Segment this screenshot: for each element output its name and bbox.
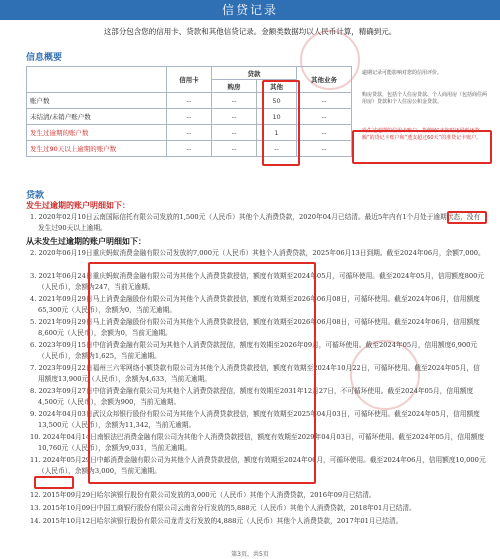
loan-item: 14. 2015年10月12日哈尔滨银行股份有限公司龙青支行发放的4,888元（人民币）其他个人消费贷款，2017年01月已结清。 — [30, 517, 403, 525]
row-label: 账户数 — [27, 93, 167, 109]
cell: -- — [297, 141, 352, 157]
col-other: 其他业务 — [297, 67, 352, 93]
loan-item: 4. 2021年09月29日马上消费金融股份有限公司为其他个人消费贷款授信，额度有效期至2026年06月08日，可循环使用。截至2024年06月，信用额度65,300元（人民币），余额为0，当前无逾期。 — [30, 295, 480, 314]
section-banner: 信贷记录 — [0, 0, 500, 20]
overdue-heading: 发生过逾期的账户明细如下： — [26, 200, 130, 210]
highlight-box — [262, 80, 300, 166]
loan-item: 12. 2015年09月29日哈尔滨银行股份有限公司发放的3,000元（人民币）其他个人消费贷款，2016年09月已结清。 — [30, 491, 376, 499]
cell: -- — [167, 93, 212, 109]
normal-heading: 从未发生过逾期的账户明细如下： — [26, 236, 146, 246]
loan-item: 13. 2015年10月09日中国工商银行股份有限公司云南省分行发放的5,888元（人民币）其他个人消费贷款，2018年01月已结清。 — [30, 504, 416, 512]
loan-item: 8. 2023年09月27日中信消费金融有限公司为其他个人消费贷款授信，额度有效期至2031年12月27日，不可循环使用。截至2024年05月，信用额度4,500元（人民币），余额为900，当前无逾期。 — [30, 387, 474, 406]
table-corner — [27, 67, 167, 93]
cell: 10 — [257, 109, 297, 125]
loan-item: 5. 2021年09月29日马上消费金融股份有限公司为其他个人消费贷款授信，额度有效期至2026年06月08日，可循环使用。截至2024年06月，信用额度8,600元（人民币），余额为0，当前无逾期。 — [30, 318, 480, 337]
overview-table — [26, 66, 352, 157]
cell: -- — [257, 141, 297, 157]
col-loan: 贷款 — [212, 67, 297, 80]
row-label: 发生过90天以上逾期的账户数 — [27, 141, 167, 157]
loan-item: 1. 2020年02月10日云南国际信托有限公司发放的1,500元（人民币）其他个人消费贷款，2020年04月已结清。最近5年内有1个月处于逾期状态，没有发生过90天以上逾期。 — [30, 213, 481, 232]
page-footer: 第3页，共5页 — [231, 551, 269, 558]
cell: -- — [212, 125, 257, 141]
cell: -- — [297, 93, 352, 109]
cell: 1 — [257, 125, 297, 141]
note: 逾期记录可能影响对您的信用评价。 — [362, 70, 443, 76]
note: 发生过逾期的信用卡账户，指曾经“未按时还最低还款额”的贷记卡账户和“透支超过60天”的准贷记卡账户。 — [362, 128, 482, 141]
cell: -- — [212, 109, 257, 125]
cell: -- — [297, 125, 352, 141]
note: 购房贷款，包括个人住房贷款、个人商用房（包括商住两用房）贷款和个人住房公积金贷款。 — [362, 92, 488, 105]
loan-item: 7. 2023年09月22日福州三六零网络小额贷款有限公司为其他个人消费贷款授信，额度有效期至2024年10月22日，可循环使用。截至2024年05月，信用额度13,900元（人民币），余额为4,633，当前无逾期。 — [30, 364, 480, 383]
row-label: 未结清/未销户账户数 — [27, 109, 167, 125]
loan-section-title: 贷款 — [26, 191, 45, 201]
loan-item: 9. 2024年04月03日武汉众邦银行股份有限公司为其他个人消费贷款授信，额度有效期至2025年04月03日，可循环使用。截至2024年05月，信用额度13,500元（人民币），余额为11,342，当前无逾期。 — [30, 410, 480, 429]
col-credit-card: 信用卡 — [167, 67, 212, 93]
loan-item: 11. 2024年05月29日中邮消费金融有限公司为其他个人消费贷款授信，额度有效期至2024年06月，可循环使用。截至2024年06月，信用额度10,000元（人民币），余额为3,000，当前无逾期。 — [30, 456, 486, 475]
loan-item: 2. 2020年06月19日重庆蚂蚁消费金融有限公司发放的7,000元（人民币）其他个人消费贷款，2025年06月13日到期。截至2024年06月，余额7,000。 — [30, 249, 485, 257]
cell: -- — [212, 93, 257, 109]
cell: -- — [167, 109, 212, 125]
col-loan-other: 其他 — [257, 80, 297, 93]
cell: -- — [212, 141, 257, 157]
row-label: 发生过逾期的账户数 — [27, 125, 167, 141]
loan-item: 10. 2024年04月14日南银法巴消费金融有限公司为其他个人消费贷款授信，额度有效期至2029年04月03日，可循环使用。截至2024年05月，信用额度10,760元（人民币），余额为9,031，当前无逾期。 — [30, 433, 485, 452]
highlight-box — [34, 476, 74, 489]
col-loan-housing: 购房 — [212, 80, 257, 93]
loan-item: 6. 2023年09月15日中信消费金融有限公司为其他个人消费贷款授信，额度有效期至2026年09月，可循环使用。截至2024年05月，信用额度6,900元（人民币），余额为1,625，当前无逾期。 — [30, 341, 478, 360]
overview-title: 信息概要 — [26, 53, 63, 63]
loan-item: 3. 2021年06月24日重庆蚂蚁消费金融有限公司为其他个人消费贷款授信，额度有效期至2024年05月，可循环使用。截至2024年05月，信用额度800元（人民币），余额为247，当前无逾期。 — [30, 272, 485, 291]
highlight-box — [88, 262, 316, 484]
cell: -- — [167, 141, 212, 157]
highlight-box — [352, 130, 492, 164]
section-subtitle: 这部分包含您的信用卡、贷款和其他信贷记录。金额类数据均以人民币计算，精确到元。 — [103, 27, 397, 36]
highlight-box — [447, 211, 487, 224]
cell: -- — [297, 109, 352, 125]
cell: -- — [167, 125, 212, 141]
cell: 50 — [257, 93, 297, 109]
